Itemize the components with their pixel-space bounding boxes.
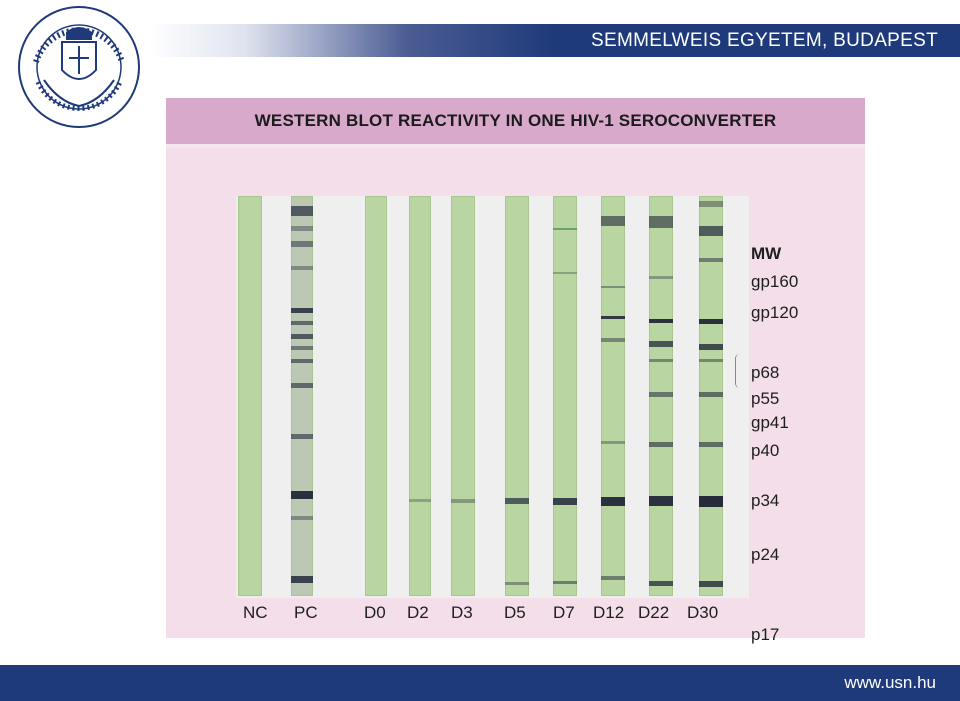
marker-p40: p40 [751,441,780,460]
slide-panel [166,98,865,644]
lane-label-pc: PC [294,603,318,622]
marker-p24: p24 [751,545,780,564]
strip-d5 [505,196,529,596]
lane-label-d2: D2 [407,603,429,622]
marker-p17: p17 [751,625,780,644]
marker-p68: p68 [751,363,780,382]
header-band [148,24,960,57]
slide-title: WESTERN BLOT REACTIVITY IN ONE HIV-1 SEROCONVERTER [254,111,777,130]
university-seal-icon [14,2,144,132]
strip-d30 [699,196,723,596]
strip-pc [291,196,313,596]
marker-p34: p34 [751,491,780,510]
strip-d2 [409,196,431,596]
strip-nc [238,196,262,596]
marker-gp160: gp160 [751,272,799,291]
marker-gp120: gp120 [751,303,799,322]
strip-d12 [601,196,625,596]
lane-label-d12: D12 [593,603,625,622]
lane-label-d7: D7 [553,603,575,622]
strip-d22 [649,196,673,596]
institution-name: SEMMELWEIS EGYETEM, BUDAPEST [591,30,938,51]
lane-label-d22: D22 [638,603,670,622]
lane-label-d3: D3 [451,603,473,622]
strip-d3 [451,196,475,596]
title-bar [166,98,865,144]
lane-label-d5: D5 [504,603,526,622]
mw-header: MW [751,244,782,263]
lane-label-nc: NC [243,603,268,622]
lane-label-d30: D30 [687,603,719,622]
gp41-bracket [735,354,744,388]
footer-url[interactable]: www.usn.hu [844,673,936,692]
marker-p55: p55 [751,389,780,408]
lane-label-d0: D0 [364,603,386,622]
footer-band [0,665,960,701]
figure-area [166,148,865,644]
strip-d7 [553,196,577,596]
strip-d0 [365,196,387,596]
western-blot-image [236,196,749,598]
marker-gp41: gp41 [751,413,789,432]
